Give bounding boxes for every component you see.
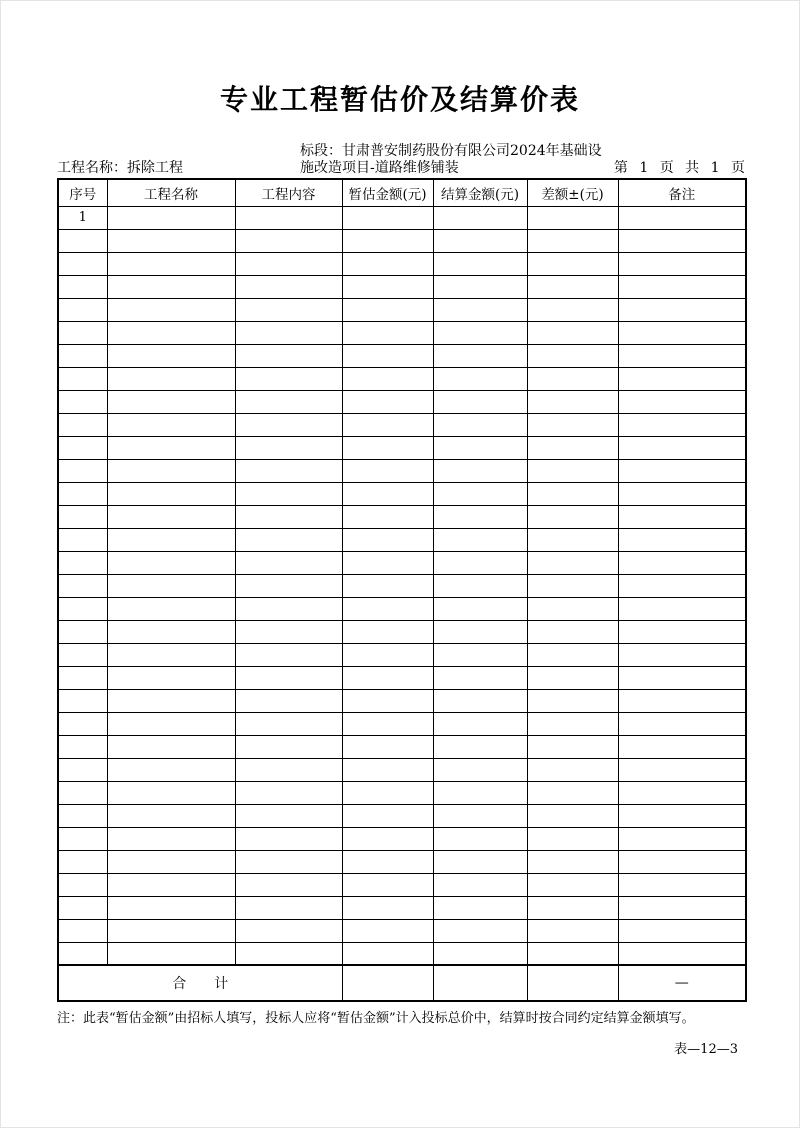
table-cell [58, 252, 107, 275]
table-cell [433, 344, 527, 367]
table-cell [58, 781, 107, 804]
table-cell [342, 712, 433, 735]
form-number: 表—12—3 [674, 1042, 738, 1057]
page-title: 专业工程暂估价及结算价表 [219, 83, 580, 116]
table-cell [107, 275, 235, 298]
table-cell [618, 689, 746, 712]
table-cell [527, 735, 618, 758]
table-cell [342, 298, 433, 321]
table-cell [58, 298, 107, 321]
table-cell [58, 850, 107, 873]
table-row [58, 942, 746, 965]
table-cell [235, 528, 342, 551]
table-cell [433, 528, 527, 551]
table-row [58, 298, 746, 321]
table-cell [433, 758, 527, 781]
table-cell [618, 712, 746, 735]
table-cell [618, 528, 746, 551]
table-cell [342, 942, 433, 965]
table-cell [342, 758, 433, 781]
table-cell [235, 827, 342, 850]
table-cell [235, 551, 342, 574]
table-cell [527, 321, 618, 344]
table-cell [618, 873, 746, 896]
table-cell [342, 252, 433, 275]
table-cell [342, 206, 433, 229]
table-cell [618, 229, 746, 252]
section-line1: 标段：甘肃普安制药股份有限公司2024年基础设 [300, 143, 602, 159]
table-cell [235, 620, 342, 643]
table-cell [58, 597, 107, 620]
table-cell [342, 827, 433, 850]
table-cell [527, 482, 618, 505]
table-cell [433, 712, 527, 735]
table-cell [527, 597, 618, 620]
table-cell [618, 919, 746, 942]
table-row [58, 919, 746, 942]
table-cell [235, 666, 342, 689]
table-cell [235, 689, 342, 712]
table-cell [58, 482, 107, 505]
table-cell [342, 850, 433, 873]
table-cell [342, 344, 433, 367]
table-cell [107, 781, 235, 804]
table-cell [433, 505, 527, 528]
table-row [58, 252, 746, 275]
table-cell [618, 321, 746, 344]
table-cell [235, 712, 342, 735]
table-row [58, 551, 746, 574]
table-row [58, 804, 746, 827]
table-row [58, 206, 746, 229]
table-row [58, 413, 746, 436]
table-cell [107, 574, 235, 597]
table-cell [58, 643, 107, 666]
table-row [58, 689, 746, 712]
table-row [58, 482, 746, 505]
total-value-cell [433, 965, 527, 1001]
table-cell [527, 367, 618, 390]
table-cell [342, 689, 433, 712]
table-cell [58, 942, 107, 965]
table-row [58, 873, 746, 896]
table-cell [107, 436, 235, 459]
table-cell [618, 781, 746, 804]
table-cell [342, 896, 433, 919]
page-number-info: 第 1 页 共 1 页 [613, 160, 745, 176]
table-cell [342, 505, 433, 528]
table-cell [235, 482, 342, 505]
column-header: 备注 [618, 179, 746, 206]
table-cell [107, 689, 235, 712]
table-cell [107, 344, 235, 367]
table-cell [433, 689, 527, 712]
table-cell [342, 804, 433, 827]
table-cell [342, 413, 433, 436]
table-cell [342, 436, 433, 459]
table-cell [107, 850, 235, 873]
section-info [300, 143, 614, 178]
table-cell [527, 459, 618, 482]
table-cell [618, 735, 746, 758]
table-cell [342, 781, 433, 804]
table-cell [342, 620, 433, 643]
table-cell [107, 459, 235, 482]
table-cell [618, 367, 746, 390]
table-cell [433, 804, 527, 827]
table-cell [235, 436, 342, 459]
table-cell [58, 528, 107, 551]
table-cell [618, 275, 746, 298]
table-row [58, 528, 746, 551]
table-cell [342, 597, 433, 620]
table-row [58, 781, 746, 804]
table-cell [618, 298, 746, 321]
table-cell [618, 804, 746, 827]
table-cell [235, 206, 342, 229]
table-cell [235, 643, 342, 666]
table-cell [527, 436, 618, 459]
footnote: 注：此表“暂估金额”由招标人填写，投标人应将“暂估金额”计入投标总价中，结算时按合同约定结算金额填写。 [57, 1011, 695, 1026]
table-cell [58, 459, 107, 482]
table-cell [527, 505, 618, 528]
table-row [58, 321, 746, 344]
table-row [58, 505, 746, 528]
table-cell [58, 344, 107, 367]
table-cell [527, 574, 618, 597]
table-cell [58, 689, 107, 712]
table-cell [342, 275, 433, 298]
table-cell [618, 758, 746, 781]
table-cell [107, 896, 235, 919]
table-cell [107, 666, 235, 689]
table-row [58, 850, 746, 873]
table-cell [235, 850, 342, 873]
provisional-price-table [57, 178, 747, 1002]
table-cell [235, 735, 342, 758]
table-cell [235, 896, 342, 919]
table-cell [342, 229, 433, 252]
table-cell [618, 505, 746, 528]
table-cell [527, 413, 618, 436]
table-cell [342, 643, 433, 666]
table-cell [433, 620, 527, 643]
table-cell [235, 459, 342, 482]
table-cell [433, 275, 527, 298]
project-name: 工程名称：拆除工程 [57, 160, 183, 176]
table-cell [342, 390, 433, 413]
table-cell [527, 206, 618, 229]
table-row [58, 712, 746, 735]
table-cell [433, 367, 527, 390]
table-cell [58, 666, 107, 689]
table-cell [618, 942, 746, 965]
table-cell [433, 850, 527, 873]
table-cell [107, 551, 235, 574]
table-cell [235, 781, 342, 804]
table-cell [107, 298, 235, 321]
table-cell [527, 873, 618, 896]
table-cell [235, 413, 342, 436]
table-cell [527, 252, 618, 275]
table-cell [433, 206, 527, 229]
table-cell [433, 827, 527, 850]
table-cell [235, 275, 342, 298]
table-cell [433, 735, 527, 758]
table-cell [527, 712, 618, 735]
table-cell [342, 735, 433, 758]
table-row [58, 735, 746, 758]
table-header-row [58, 179, 746, 206]
table-row [58, 620, 746, 643]
total-value-cell [342, 965, 433, 1001]
table-cell [58, 551, 107, 574]
table-cell [107, 505, 235, 528]
table-cell [433, 574, 527, 597]
table-cell [58, 321, 107, 344]
table-cell [433, 919, 527, 942]
table-cell [58, 919, 107, 942]
table-cell [433, 597, 527, 620]
table-cell [107, 482, 235, 505]
column-header: 序号 [58, 179, 107, 206]
table-cell [433, 298, 527, 321]
table-cell [107, 873, 235, 896]
table-cell [107, 229, 235, 252]
table-cell [433, 390, 527, 413]
table-cell [433, 252, 527, 275]
table-cell [235, 321, 342, 344]
table-cell [235, 758, 342, 781]
table-cell [107, 758, 235, 781]
table-row [58, 896, 746, 919]
table-cell [58, 367, 107, 390]
table-cell [107, 827, 235, 850]
table-body [58, 206, 746, 965]
table-cell [107, 919, 235, 942]
table-cell [618, 850, 746, 873]
table-cell [527, 344, 618, 367]
table-cell [618, 574, 746, 597]
table-cell [58, 712, 107, 735]
table-cell [235, 298, 342, 321]
column-header: 工程名称 [107, 179, 235, 206]
table-cell [618, 482, 746, 505]
table-cell [107, 413, 235, 436]
table-cell [58, 620, 107, 643]
total-row [58, 965, 746, 1001]
table-cell [235, 873, 342, 896]
total-label: 合 计 [58, 965, 342, 1001]
table-cell [433, 229, 527, 252]
table-cell [433, 643, 527, 666]
table-cell [58, 735, 107, 758]
table-row [58, 666, 746, 689]
table-cell [107, 206, 235, 229]
table-cell [58, 896, 107, 919]
table-cell [618, 413, 746, 436]
table-cell [342, 551, 433, 574]
table-row [58, 459, 746, 482]
table-cell [58, 804, 107, 827]
table-cell [527, 896, 618, 919]
table-cell [527, 298, 618, 321]
table-cell [618, 459, 746, 482]
table-cell [433, 321, 527, 344]
table-cell [342, 459, 433, 482]
table-cell [527, 551, 618, 574]
table-row [58, 758, 746, 781]
table-row [58, 275, 746, 298]
column-header: 工程内容 [235, 179, 342, 206]
table-cell [58, 413, 107, 436]
table-cell [618, 206, 746, 229]
table-cell [107, 712, 235, 735]
table-cell [618, 597, 746, 620]
table-cell [342, 873, 433, 896]
table-cell [107, 321, 235, 344]
table-cell [107, 528, 235, 551]
table-cell [235, 505, 342, 528]
table-cell [235, 919, 342, 942]
table-row [58, 229, 746, 252]
table-cell [433, 459, 527, 482]
table-cell [527, 390, 618, 413]
table-cell [235, 390, 342, 413]
table-cell [618, 620, 746, 643]
table-cell [433, 482, 527, 505]
column-header: 结算金额(元) [433, 179, 527, 206]
table-cell [107, 252, 235, 275]
table-cell [527, 804, 618, 827]
table-cell [235, 574, 342, 597]
table-cell [618, 827, 746, 850]
table-cell [58, 275, 107, 298]
table-cell [433, 873, 527, 896]
table-cell [107, 390, 235, 413]
table-row [58, 436, 746, 459]
table-cell [618, 436, 746, 459]
table-cell [342, 321, 433, 344]
table-cell [618, 344, 746, 367]
table-cell [58, 574, 107, 597]
table-cell [235, 597, 342, 620]
table-cell [58, 827, 107, 850]
table-cell [527, 275, 618, 298]
table-cell [107, 597, 235, 620]
table-cell [618, 666, 746, 689]
table-cell [235, 344, 342, 367]
table-cell [618, 896, 746, 919]
table-cell [235, 367, 342, 390]
table-cell: 1 [58, 206, 107, 229]
table-cell [107, 367, 235, 390]
table-cell [433, 781, 527, 804]
table-cell [527, 919, 618, 942]
table-cell [235, 252, 342, 275]
table-cell [527, 827, 618, 850]
table-cell [527, 666, 618, 689]
table-cell [107, 804, 235, 827]
table-cell [58, 390, 107, 413]
table-row [58, 574, 746, 597]
table-cell [342, 482, 433, 505]
table-cell [107, 643, 235, 666]
table-cell [433, 436, 527, 459]
table-cell [58, 436, 107, 459]
table-cell [618, 551, 746, 574]
table-cell [527, 528, 618, 551]
table-cell [433, 896, 527, 919]
table-cell [342, 528, 433, 551]
table-cell [527, 942, 618, 965]
table-row [58, 367, 746, 390]
header-meta [57, 140, 745, 178]
table-cell [235, 229, 342, 252]
table-cell [342, 367, 433, 390]
table-cell [58, 505, 107, 528]
table-cell [342, 919, 433, 942]
table-cell [342, 574, 433, 597]
table-cell [433, 666, 527, 689]
table-cell [58, 873, 107, 896]
table-cell [527, 781, 618, 804]
table-cell [527, 758, 618, 781]
table-cell [433, 942, 527, 965]
table-cell [342, 666, 433, 689]
total-value-cell [527, 965, 618, 1001]
table-cell [235, 804, 342, 827]
table-cell [527, 229, 618, 252]
table-cell [527, 850, 618, 873]
table-cell [618, 643, 746, 666]
table-cell [235, 942, 342, 965]
table-row [58, 597, 746, 620]
column-header: 差额±(元) [527, 179, 618, 206]
table-row [58, 390, 746, 413]
table-cell [107, 942, 235, 965]
table-cell [58, 758, 107, 781]
table-cell [527, 620, 618, 643]
table-row [58, 827, 746, 850]
table-cell [107, 735, 235, 758]
table-cell [58, 229, 107, 252]
table-cell [433, 551, 527, 574]
table-cell [618, 390, 746, 413]
table-row [58, 643, 746, 666]
table-cell [527, 689, 618, 712]
table-cell [527, 643, 618, 666]
table-cell [107, 620, 235, 643]
table-cell [618, 252, 746, 275]
total-remark-cell: — [618, 965, 746, 1001]
section-line2: 施改造项目-道路维修铺装 [300, 160, 459, 176]
column-header: 暂估金额(元) [342, 179, 433, 206]
table-cell [433, 413, 527, 436]
table-row [58, 344, 746, 367]
